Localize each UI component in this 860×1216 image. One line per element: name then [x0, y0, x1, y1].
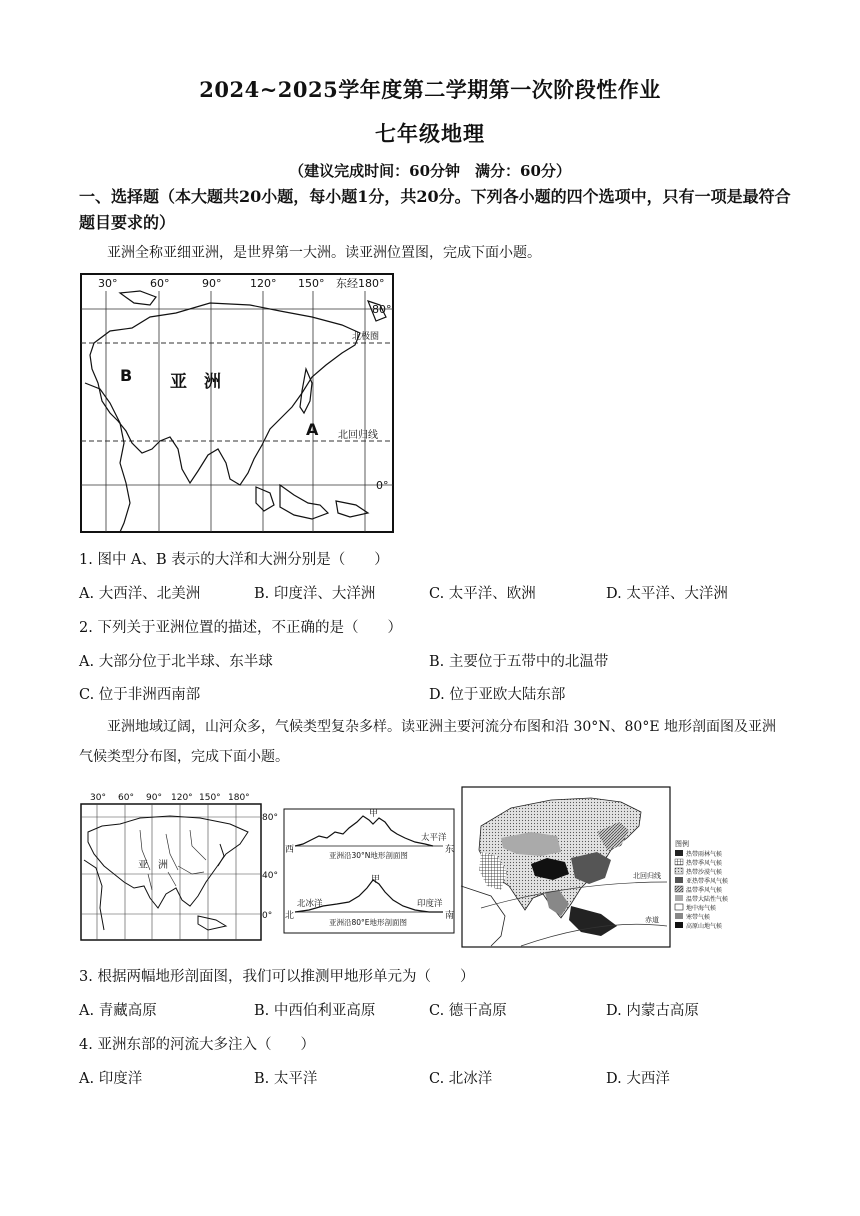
map1-label-a: A: [306, 420, 319, 439]
map1-lon-90: 90°: [202, 277, 222, 290]
climate-equator-label: 赤道: [645, 916, 659, 924]
map1-lon-180: 东经180°: [336, 277, 385, 290]
question-2-stem: 2. 下列关于亚洲位置的描述，不正确的是（ ）: [79, 620, 402, 636]
map1-label-tropic: 北回归线: [338, 430, 378, 441]
asia-rivers-map: [80, 790, 276, 942]
legend-item-1: 热带雨林气候: [686, 851, 723, 858]
profile-top-caption: 亚洲沿30°N地形剖面图: [329, 851, 408, 860]
legend-item-6: 温带大陆性气候: [686, 896, 729, 903]
q2-option-a[interactable]: A. 大部分位于北半球、东半球: [79, 654, 273, 670]
map2-lon-150: 150°: [199, 793, 221, 803]
map1-label-arctic-circle: 北极圈: [352, 332, 380, 342]
q2-option-d[interactable]: D. 位于亚欧大陆东部: [429, 687, 566, 703]
climate-tropic-label: 北回归线: [633, 872, 661, 880]
profile-bottom-north: 北: [285, 911, 295, 921]
map2-lat-80: 80°: [262, 813, 278, 823]
legend-item-2: 热带季风气候: [686, 860, 723, 867]
question-4-stem: 4. 亚洲东部的河流大多注入（ ）: [79, 1037, 315, 1053]
profile-bottom-arctic: 北冰洋: [297, 899, 323, 909]
intro-paragraph-2: 亚洲地域辽阔，山河众多，气候类型复杂多样。读亚洲主要河流分布图和沿 30°N、80°E 地形剖面图及亚洲气候类型分布图，完成下面小题。: [79, 719, 776, 765]
map2-lon-180: 180°: [228, 793, 250, 803]
map2-lat-40: 40°: [262, 871, 278, 881]
q1-option-d[interactable]: D. 太平洋、大洋洲: [606, 586, 728, 602]
legend-item-9: 高原山地气候: [686, 923, 723, 930]
q4-option-c[interactable]: C. 北冰洋: [429, 1071, 493, 1087]
question-1-stem: 1. 图中 A、B 表示的大洋和大洲分别是（ ）: [79, 552, 389, 568]
asia-climate-map: [461, 786, 741, 950]
map2-lon-90: 90°: [146, 793, 162, 803]
legend-item-3: 热带沙漠气候: [686, 869, 723, 876]
asia-location-map: [80, 273, 396, 535]
q4-option-d[interactable]: D. 大西洋: [606, 1071, 670, 1087]
q3-option-d[interactable]: D. 内蒙古高原: [606, 1003, 699, 1019]
climate-legend: [675, 850, 728, 930]
profile-top-west: 西: [285, 845, 295, 855]
profile-bottom-indian: 印度洋: [417, 899, 443, 909]
map1-lon-30: 30°: [98, 277, 118, 290]
q3-option-a[interactable]: A. 青藏高原: [79, 1003, 157, 1019]
profile-bottom-south: 南: [445, 911, 455, 921]
q1-option-c[interactable]: C. 太平洋、欧洲: [429, 586, 536, 602]
map2-lon-120: 120°: [171, 793, 193, 803]
q3-option-b[interactable]: B. 中西伯利亚高原: [254, 1003, 376, 1019]
map1-lat-80: 80°: [372, 303, 392, 316]
map1-label-asia: 亚 洲: [170, 372, 221, 392]
map1-lon-60: 60°: [150, 277, 170, 290]
q3-option-c[interactable]: C. 德干高原: [429, 1003, 507, 1019]
map1-lat-0: 0°: [376, 479, 389, 492]
map1-label-b: B: [120, 366, 133, 385]
legend-item-7: 地中海气候: [686, 905, 717, 912]
legend-item-5: 温带季风气候: [686, 887, 723, 894]
q2-option-b[interactable]: B. 主要位于五带中的北温带: [429, 654, 609, 670]
legend-item-4: 亚热带季风气候: [686, 878, 729, 885]
profile-bottom-jia: 甲: [371, 875, 381, 885]
q4-option-b[interactable]: B. 太平洋: [254, 1071, 318, 1087]
map1-lon-150: 150°: [298, 277, 325, 290]
map2-label-asia: 亚 洲: [138, 860, 168, 871]
map2-lat-0: 0°: [262, 911, 273, 921]
profile-top-jia: 甲: [369, 809, 379, 819]
terrain-profiles: [283, 808, 455, 936]
climate-legend-title: 图例: [675, 840, 689, 848]
q1-option-b[interactable]: B. 印度洋、大洋洲: [254, 586, 376, 602]
subject-title: 七年级地理: [375, 121, 485, 146]
section-heading: 一、选择题（本大题共20小题，每小题1分，共20分。下列各小题的四个选项中，只有一项是最符合题目要求的）: [79, 187, 791, 232]
profile-top-pacific: 太平洋: [421, 833, 447, 843]
map2-lon-60: 60°: [118, 793, 134, 803]
time-note: （建议完成时间：60分钟 满分：60分）: [289, 162, 571, 180]
map2-lon-30: 30°: [90, 793, 106, 803]
intro-paragraph-1: 亚洲全称亚细亚洲，是世界第一大洲。读亚洲位置图，完成下面小题。: [107, 245, 541, 261]
question-3-stem: 3. 根据两幅地形剖面图，我们可以推测甲地形单元为（ ）: [79, 969, 475, 985]
profile-top-east: 东: [445, 845, 455, 855]
map1-lon-120: 120°: [250, 277, 277, 290]
profile-bottom-caption: 亚洲沿80°E地形剖面图: [329, 918, 408, 927]
q4-option-a[interactable]: A. 印度洋: [79, 1071, 143, 1087]
legend-item-8: 寒带气候: [686, 914, 711, 921]
q1-option-a[interactable]: A. 大西洋、北美洲: [79, 586, 201, 602]
worksheet-title: 2024~2025学年度第二学期第一次阶段性作业: [199, 77, 661, 102]
q2-option-c[interactable]: C. 位于非洲西南部: [79, 687, 201, 703]
